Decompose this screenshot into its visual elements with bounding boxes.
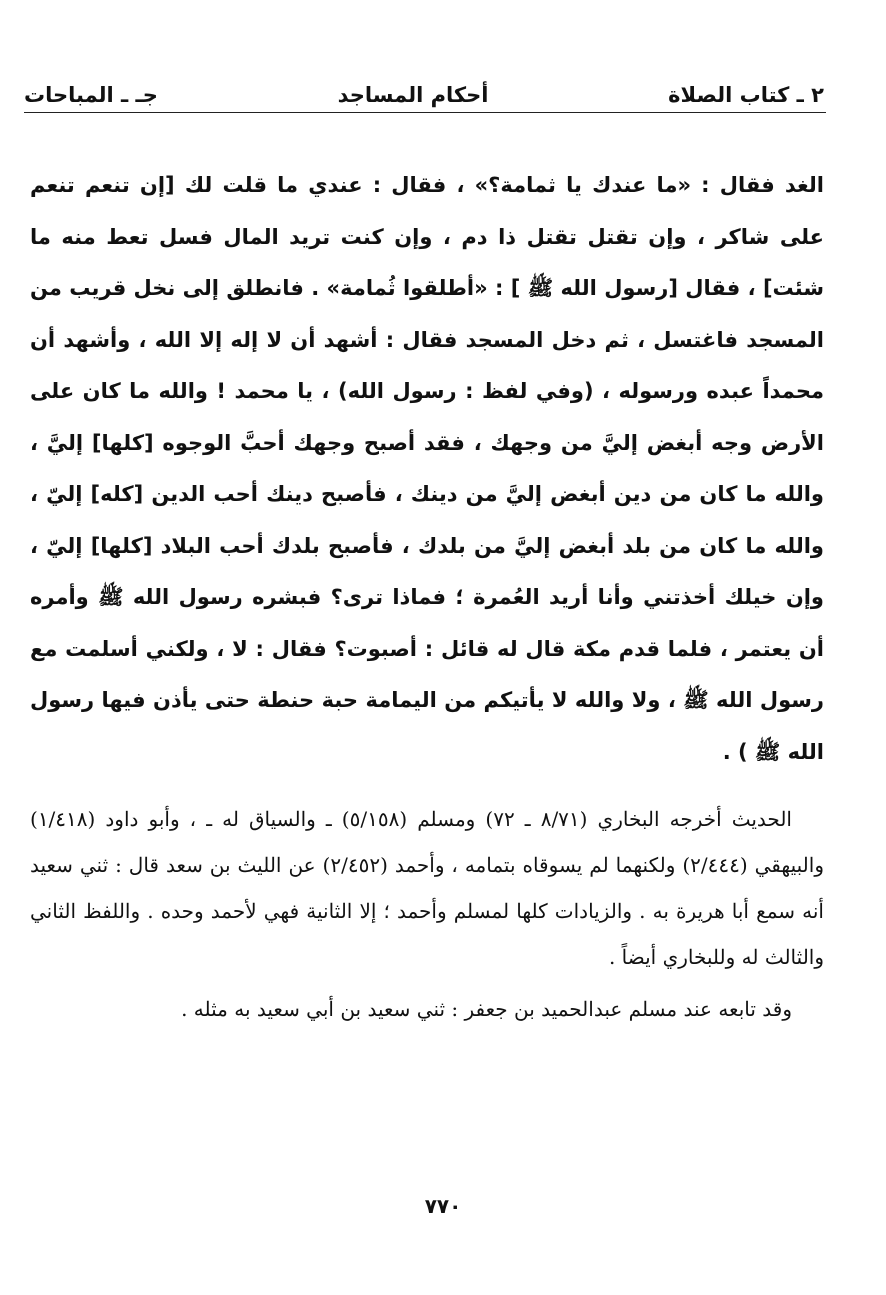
commentary-block bbox=[30, 796, 824, 1032]
header-section-title: أحكام المساجد bbox=[337, 83, 489, 107]
hadith-paragraph: الغد فقال : «ما عندك يا ثمامة؟» ، فقال : عندي ما قلت لك [إن تنعم تنعم على شاكر ، وإن تقتل تقتل ذا دم ، وإن كنت تريد المال فسل تعط منه ما شئت] ، فقال [رسول الله ﷺ ] : «أطلقوا ثُمامة» . فانطلق إلى نخل قريب من المسجد فاغتسل ، ثم دخل المسجد فقال : أشهد أن لا إله إلا الله ، وأشهد أن محمداً عبده ورسوله ، (وفي لفظ : رسول الله) ، يا محمد ! والله ما كان على الأرض وجه أبغض إليَّ من وجهك ، فقد أصبح وجهك أحبَّ الوجوه [كلها] إليَّ ، والله ما كان من دين أبغض إليَّ من دينك ، فأصبح دينك أحب الدين [كله] إليّ ، والله ما كان من بلد أبغض إليَّ من بلدك ، فأصبح بلدك أحب البلاد [كلها] إليّ ، وإن خيلك أخذتني وأنا أريد العُمرة ؛ فماذا ترى؟ فبشره رسول الله ﷺ وأمره أن يعتمر ، فلما قدم مكة قال له قائل : أصبوت؟ فقال : لا ، ولكني أسلمت مع رسول الله ﷺ ، ولا والله لا يأتيكم من اليمامة حبة حنطة حتى يأذن فيها رسول الله ﷺ ) . bbox=[30, 173, 824, 764]
header-chapter-title: ٢ ـ كتاب الصلاة bbox=[668, 83, 824, 107]
commentary-paragraph-1: الحديث أخرجه البخاري (٨/٧١ ـ ٧٢) ومسلم (٥/١٥٨) ـ والسياق له ـ ، وأبو داود (١/٤١٨) والبيهقي (٢/٤٤٤) ولكنهما لم يسوقاه بتمامه ، وأحمد (٢/٤٥٢) عن الليث بن سعد قال : ثني سعيد أنه سمع أبا هريرة به . والزيادات كلها لمسلم وأحمد ؛ إلا الثانية فهي لأحمد وحده . واللفظ الثاني والثالث له وللبخاري أيضاً . bbox=[30, 807, 824, 969]
header-divider bbox=[24, 112, 826, 113]
hadith-text-block bbox=[30, 160, 824, 778]
commentary-paragraph-2: وقد تابعه عند مسلم عبدالحميد بن جعفر : ثني سعيد بن أبي سعيد به مثله . bbox=[181, 997, 792, 1021]
running-header bbox=[24, 70, 824, 110]
page-number: ٧٧٠ bbox=[424, 1194, 462, 1218]
header-subsection-title: جـ ـ المباحات bbox=[24, 83, 158, 107]
